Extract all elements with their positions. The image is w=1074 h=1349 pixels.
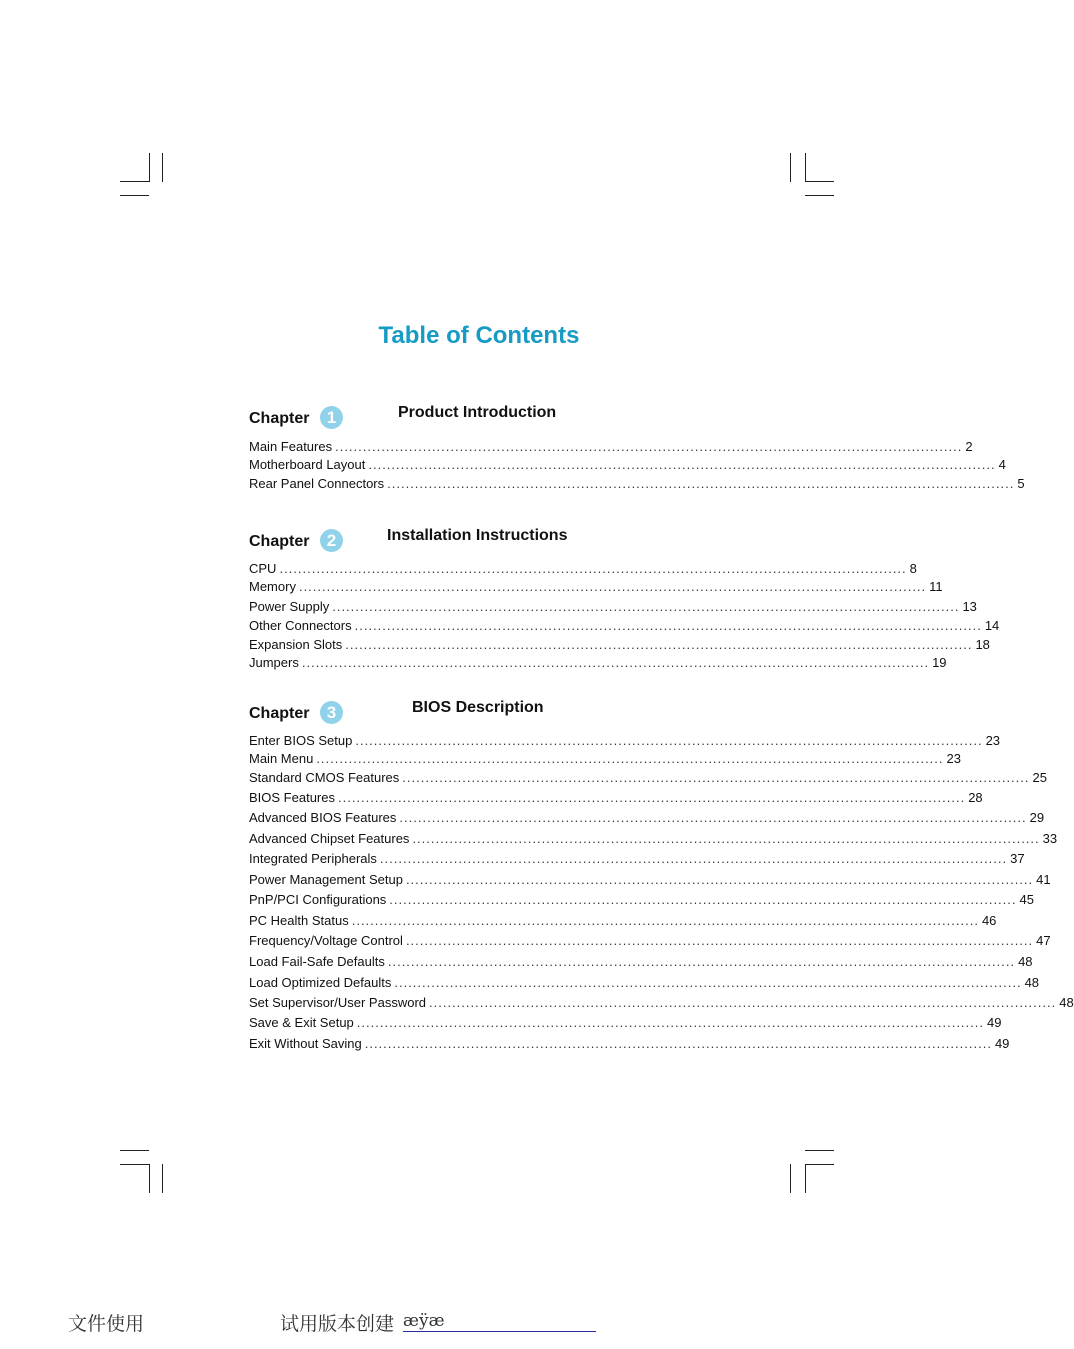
toc-entry-label: PnP/PCI Configurations: [249, 892, 387, 907]
chapter-title: Product Introduction: [398, 404, 557, 421]
toc-entry-label: Advanced BIOS Features: [249, 810, 397, 825]
dot-leader: ........................................................................................................................................: [298, 579, 927, 594]
toc-entry[interactable]: [249, 578, 943, 595]
toc-entry[interactable]: [249, 438, 973, 455]
toc-entry[interactable]: [249, 974, 1040, 991]
toc-entry-label: Main Menu: [249, 751, 314, 766]
toc-entry-label: Power Management Setup: [249, 872, 403, 887]
toc-entry[interactable]: [249, 830, 1058, 847]
toc-entry[interactable]: [249, 932, 1051, 949]
chapter-3-header: [249, 701, 703, 731]
toc-entry-label: Integrated Peripherals: [249, 851, 377, 866]
toc-entry-page: 48: [1024, 975, 1040, 990]
toc-entry[interactable]: [249, 912, 997, 929]
toc-entry[interactable]: [249, 560, 917, 577]
chapter-1-header: [249, 406, 703, 436]
toc-entry[interactable]: [249, 456, 1006, 473]
toc-entry-label: Rear Panel Connectors: [249, 476, 385, 491]
dot-leader: ........................................................................................................................................: [405, 933, 1034, 948]
toc-entry-label: BIOS Features: [249, 790, 335, 805]
toc-entry-label: CPU: [249, 561, 277, 576]
toc-entry-page: 2: [965, 439, 973, 454]
dot-leader: ........................................................................................................................................: [351, 913, 979, 928]
dot-leader: ........................................................................................................................................: [279, 561, 907, 576]
toc-entry-page: 14: [984, 618, 1000, 633]
toc-entry-page: 33: [1042, 831, 1058, 846]
crop-mark: [805, 181, 834, 182]
toc-entry[interactable]: [249, 617, 1000, 634]
page-title: Table of Contents: [378, 322, 580, 349]
toc-entry[interactable]: [249, 636, 990, 653]
dot-leader: ........................................................................................................................................: [335, 439, 963, 454]
toc-entry-label: PC Health Status: [249, 913, 349, 928]
toc-entry-page: 18: [975, 637, 990, 652]
toc-entry-label: Load Optimized Defaults: [249, 975, 392, 990]
toc-entry-page: 41: [1036, 872, 1051, 887]
dot-leader: ........................................................................................................................................: [387, 476, 1015, 491]
dot-leader: ........................................................................................................................................: [429, 995, 1057, 1010]
toc-entry-page: 28: [968, 790, 983, 805]
chapter-label: Chapter: [249, 705, 310, 722]
chapter-title: Installation Instructions: [387, 527, 568, 544]
toc-entry-page: 5: [1017, 476, 1025, 491]
crop-mark: [805, 1150, 834, 1151]
toc-entry[interactable]: [249, 732, 1001, 749]
toc-entry-label: Set Supervisor/User Password: [249, 995, 427, 1010]
crop-mark: [120, 181, 149, 182]
toc-entry-label: Frequency/Voltage Control: [249, 933, 403, 948]
dot-leader: ........................................................................................................................................: [368, 457, 996, 472]
footer-trial-text: 试用版本创建: [280, 1313, 395, 1335]
toc-entry-label: Expansion Slots: [249, 637, 343, 652]
chapter-2-header: [249, 529, 703, 559]
crop-mark: [790, 1164, 791, 1193]
footer-link[interactable]: æÿæ: [403, 1311, 596, 1332]
dot-leader: ........................................................................................................................................: [412, 831, 1040, 846]
dot-leader: ........................................................................................................................................: [356, 1015, 984, 1030]
chapter-label: Chapter: [249, 533, 310, 550]
chapter-number-badge: 2: [320, 529, 343, 552]
toc-entry-page: 48: [1059, 995, 1074, 1010]
crop-mark: [805, 1164, 806, 1193]
toc-entry[interactable]: [249, 850, 1025, 867]
toc-entry-page: 29: [1029, 810, 1045, 825]
toc-entry[interactable]: [249, 953, 1033, 970]
toc-entry-page: 48: [1018, 954, 1033, 969]
toc-entry-label: Main Features: [249, 439, 333, 454]
dot-leader: ........................................................................................................................................: [345, 637, 973, 652]
toc-entry-page: 49: [987, 1015, 1002, 1030]
chapter-number-badge: 1: [320, 406, 343, 429]
dot-leader: ........................................................................................................................................: [405, 872, 1034, 887]
crop-mark: [805, 153, 806, 182]
toc-entry-label: Exit Without Saving: [249, 1036, 362, 1051]
dot-leader: ........................................................................................................................................: [355, 733, 983, 748]
crop-mark: [790, 153, 791, 182]
toc-entry[interactable]: [249, 654, 947, 671]
crop-mark: [120, 1150, 149, 1151]
toc-entry-label: Power Supply: [249, 599, 330, 614]
toc-entry-page: 25: [1032, 770, 1047, 785]
crop-mark: [149, 153, 150, 182]
toc-entry-page: 19: [932, 655, 947, 670]
crop-mark: [120, 195, 149, 196]
toc-entry[interactable]: [249, 475, 1025, 492]
dot-leader: ........................................................................................................................................: [402, 770, 1030, 785]
crop-mark: [805, 195, 834, 196]
toc-entry-page: 11: [929, 579, 943, 594]
toc-entry-page: 37: [1010, 851, 1025, 866]
crop-mark: [162, 1164, 163, 1193]
dot-leader: ........................................................................................................................................: [399, 810, 1027, 825]
crop-mark: [120, 1164, 149, 1165]
toc-entry-label: Standard CMOS Features: [249, 770, 400, 785]
footer-watermark-text: 文件使用: [68, 1313, 145, 1335]
chapter-title: BIOS Description: [412, 699, 544, 716]
toc-entry-page: 45: [1019, 892, 1034, 907]
toc-entry-page: 23: [985, 733, 1001, 748]
toc-entry[interactable]: [249, 750, 961, 767]
toc-entry-label: Other Connectors: [249, 618, 352, 633]
crop-mark: [162, 153, 163, 182]
toc-entry[interactable]: [249, 598, 977, 615]
dot-leader: ........................................................................................................................................: [316, 751, 944, 766]
dot-leader: ........................................................................................................................................: [332, 599, 960, 614]
toc-entry-page: 8: [909, 561, 917, 576]
dot-leader: ........................................................................................................................................: [337, 790, 966, 805]
toc-entry-page: 49: [994, 1036, 1010, 1051]
toc-entry-page: 47: [1036, 933, 1051, 948]
toc-entry-page: 13: [962, 599, 977, 614]
toc-entry-label: Advanced Chipset Features: [249, 831, 410, 846]
chapter-label: Chapter: [249, 410, 310, 427]
toc-entry-label: Load Fail-Safe Defaults: [249, 954, 385, 969]
toc-entry-page: 23: [946, 751, 961, 766]
chapter-number-badge: 3: [320, 701, 343, 724]
toc-entry[interactable]: [249, 994, 1074, 1011]
toc-entry-label: Motherboard Layout: [249, 457, 366, 472]
dot-leader: ........................................................................................................................................: [354, 618, 982, 633]
toc-entry[interactable]: [249, 789, 983, 806]
dot-leader: ........................................................................................................................................: [301, 655, 930, 670]
crop-mark: [149, 1164, 150, 1193]
toc-entry-label: Memory: [249, 579, 296, 594]
toc-entry[interactable]: [249, 891, 1034, 908]
toc-entry-label: Save & Exit Setup: [249, 1015, 354, 1030]
dot-leader: ........................................................................................................................................: [379, 851, 1008, 866]
dot-leader: ........................................................................................................................................: [364, 1036, 992, 1051]
toc-entry-label: Enter BIOS Setup: [249, 733, 353, 748]
toc-entry[interactable]: [249, 1035, 1010, 1052]
crop-mark: [805, 1164, 834, 1165]
dot-leader: ........................................................................................................................................: [387, 954, 1016, 969]
toc-entry[interactable]: [249, 769, 1047, 786]
toc-entry-page: 4: [998, 457, 1006, 472]
dot-leader: ........................................................................................................................................: [389, 892, 1017, 907]
dot-leader: ........................................................................................................................................: [394, 975, 1022, 990]
toc-entry-label: Jumpers: [249, 655, 299, 670]
toc-entry[interactable]: [249, 809, 1045, 826]
toc-entry[interactable]: [249, 871, 1051, 888]
toc-entry[interactable]: [249, 1014, 1002, 1031]
toc-entry-page: 46: [981, 913, 997, 928]
